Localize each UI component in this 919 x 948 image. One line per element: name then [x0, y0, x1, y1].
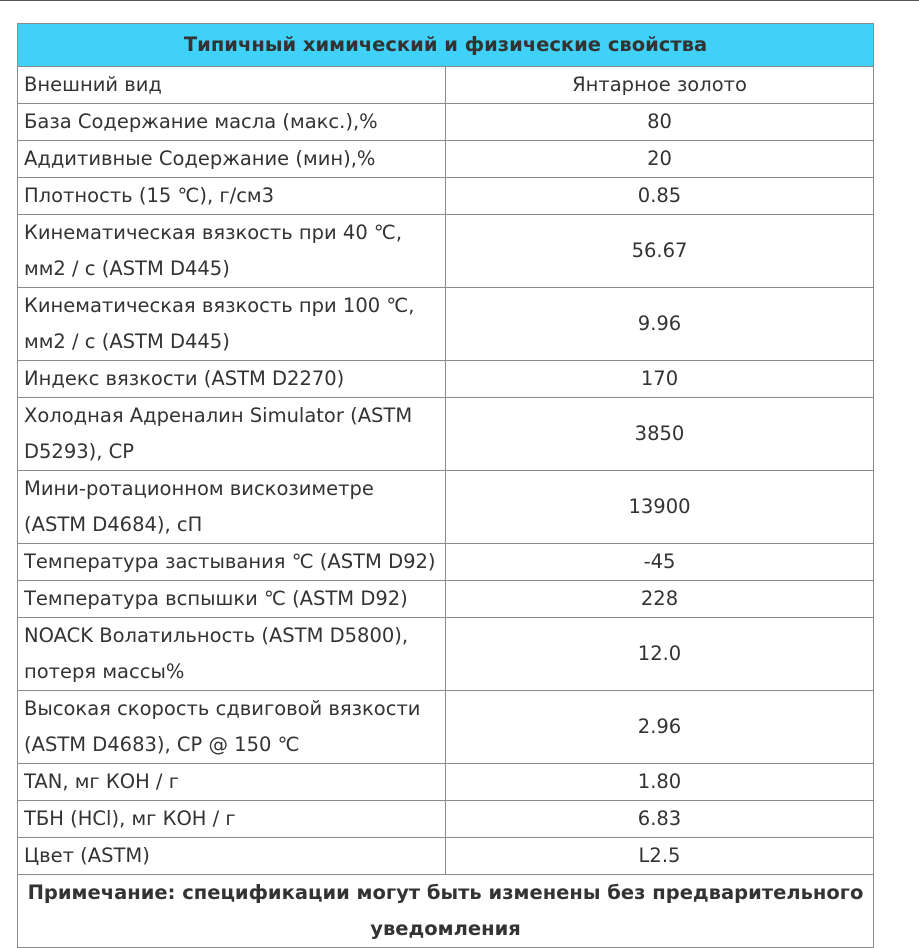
note-row [18, 875, 874, 948]
table-row [18, 67, 874, 104]
property-label: Аддитивные Содержание (мин),% [18, 141, 446, 178]
table-title: Типичный химический и физические свойства [18, 24, 874, 67]
property-value: 170 [446, 361, 874, 398]
property-value: L2.5 [446, 838, 874, 875]
property-label: Кинематическая вязкость при 40 ℃, мм2 / с (ASTM D445) [18, 215, 446, 288]
property-label: NOACK Волатильность (ASTM D5800), потеря массы% [18, 618, 446, 691]
property-value: 12.0 [446, 618, 874, 691]
property-label: База Содержание масла (макс.),% [18, 104, 446, 141]
property-value: 20 [446, 141, 874, 178]
property-label: Внешний вид [18, 67, 446, 104]
table-row [18, 104, 874, 141]
property-label: Холодная Адреналин Simulator (ASTM D5293), СР [18, 398, 446, 471]
property-value: 2.96 [446, 691, 874, 764]
property-value: 6.83 [446, 801, 874, 838]
table-header-row [18, 24, 874, 67]
table-row [18, 618, 874, 691]
table-row [18, 801, 874, 838]
property-value: 3850 [446, 398, 874, 471]
property-label: Высокая скорость сдвиговой вязкости (ASTM D4683), СР @ 150 ℃ [18, 691, 446, 764]
table-row [18, 141, 874, 178]
property-value: Янтарное золото [446, 67, 874, 104]
property-value: 13900 [446, 471, 874, 544]
property-label: Температура вспышки ℃ (ASTM D92) [18, 581, 446, 618]
property-label: Температура застывания ℃ (ASTM D92) [18, 544, 446, 581]
table-row [18, 471, 874, 544]
property-label: ТБН (HCl), мг КОН / г [18, 801, 446, 838]
table-row [18, 544, 874, 581]
table-row [18, 361, 874, 398]
table-row [18, 838, 874, 875]
properties-table [17, 23, 874, 948]
top-divider-line [0, 0, 919, 1]
table-row [18, 178, 874, 215]
property-value: 56.67 [446, 215, 874, 288]
table-row [18, 398, 874, 471]
property-label: Кинематическая вязкость при 100 ℃, мм2 / с (ASTM D445) [18, 288, 446, 361]
property-label: Индекс вязкости (ASTM D2270) [18, 361, 446, 398]
property-value: 1.80 [446, 764, 874, 801]
property-value: 9.96 [446, 288, 874, 361]
table-row [18, 288, 874, 361]
property-value: -45 [446, 544, 874, 581]
property-value: 228 [446, 581, 874, 618]
table-row [18, 215, 874, 288]
property-label: TAN, мг КОН / г [18, 764, 446, 801]
table-row [18, 764, 874, 801]
property-value: 80 [446, 104, 874, 141]
specification-note: Примечание: спецификации могут быть изменены без предварительного уведомления [18, 875, 874, 948]
table-row [18, 581, 874, 618]
property-label: Плотность (15 ℃), г/см3 [18, 178, 446, 215]
table-row [18, 691, 874, 764]
property-value: 0.85 [446, 178, 874, 215]
property-label: Мини-ротационном вискозиметре (ASTM D4684), сП [18, 471, 446, 544]
property-label: Цвет (ASTM) [18, 838, 446, 875]
